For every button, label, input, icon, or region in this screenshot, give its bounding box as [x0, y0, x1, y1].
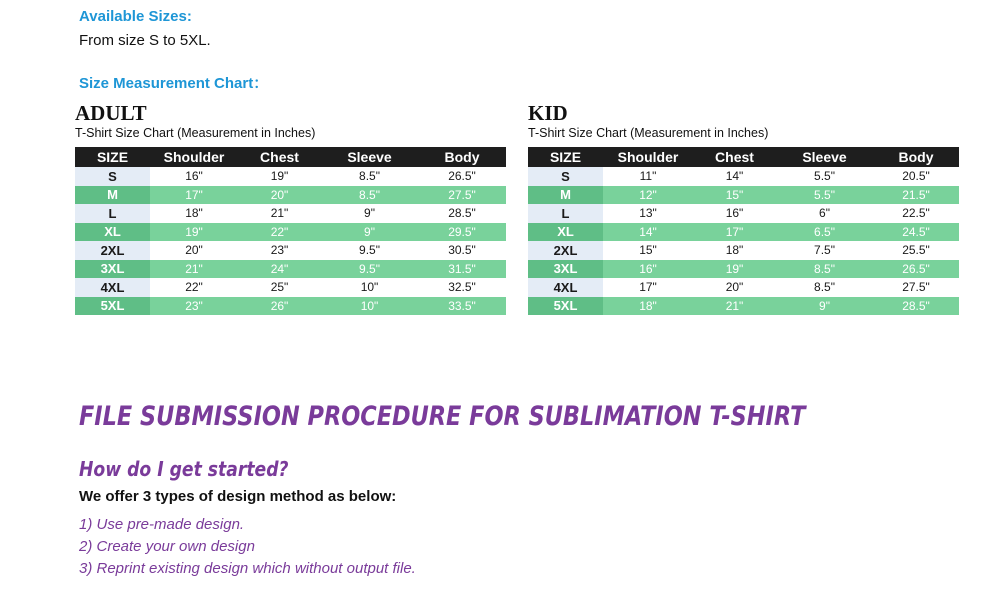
column-header-chest: Chest	[238, 147, 321, 167]
size-cell: S	[75, 167, 150, 186]
measurement-cell: 18"	[603, 297, 693, 316]
size-cell: M	[528, 186, 603, 205]
measurement-cell: 10"	[321, 278, 418, 297]
measurement-cell: 19"	[238, 167, 321, 186]
measurement-cell: 22"	[150, 278, 238, 297]
table-row	[75, 297, 506, 316]
method-item: 2) Create your own design	[79, 538, 255, 555]
design-method-list	[79, 514, 416, 580]
kid-chart-subtitle: T-Shirt Size Chart (Measurement in Inches)	[528, 126, 769, 140]
measurement-cell: 24.5"	[873, 223, 959, 242]
measurement-cell: 6.5"	[776, 223, 873, 242]
size-cell: 4XL	[528, 278, 603, 297]
available-sizes-text: From size S to 5XL.	[79, 32, 211, 49]
size-cell: M	[75, 186, 150, 205]
measurement-cell: 20"	[150, 241, 238, 260]
adult-size-table	[75, 147, 506, 315]
size-cell: L	[75, 204, 150, 223]
measurement-cell: 25.5"	[873, 241, 959, 260]
table-row	[75, 278, 506, 297]
table-row	[528, 297, 959, 316]
measurement-cell: 19"	[150, 223, 238, 242]
measurement-cell: 9.5"	[321, 241, 418, 260]
measurement-cell: 29.5"	[418, 223, 506, 242]
column-header-sleeve: Sleeve	[321, 147, 418, 167]
measurement-cell: 14"	[603, 223, 693, 242]
table-row	[75, 241, 506, 260]
measurement-cell: 26.5"	[418, 167, 506, 186]
size-cell: 5XL	[528, 297, 603, 316]
measurement-cell: 17"	[150, 186, 238, 205]
column-header-body: Body	[873, 147, 959, 167]
kid-size-chart	[528, 102, 959, 315]
measurement-cell: 20"	[693, 278, 776, 297]
measurement-cell: 17"	[603, 278, 693, 297]
column-header-sleeve: Sleeve	[776, 147, 873, 167]
column-header-chest: Chest	[693, 147, 776, 167]
measurement-cell: 30.5"	[418, 241, 506, 260]
measurement-cell: 8.5"	[776, 278, 873, 297]
measurement-cell: 21"	[238, 204, 321, 223]
measurement-cell: 19"	[693, 260, 776, 279]
column-header-shoulder: Shoulder	[603, 147, 693, 167]
measurement-cell: 22"	[238, 223, 321, 242]
measurement-cell: 20"	[238, 186, 321, 205]
procedure-title: FILE SUBMISSION PROCEDURE FOR SUBLIMATION T-SHIRT	[79, 401, 806, 432]
measurement-cell: 28.5"	[418, 204, 506, 223]
measurement-cell: 31.5"	[418, 260, 506, 279]
kid-chart-title: KID	[528, 101, 568, 125]
measurement-cell: 18"	[150, 204, 238, 223]
table-row	[528, 186, 959, 205]
measurement-cell: 9"	[321, 223, 418, 242]
measurement-cell: 33.5"	[418, 297, 506, 316]
column-header-shoulder: Shoulder	[150, 147, 238, 167]
column-header-size: SIZE	[75, 147, 150, 167]
size-cell: 3XL	[75, 260, 150, 279]
measurement-cell: 32.5"	[418, 278, 506, 297]
size-cell: S	[528, 167, 603, 186]
measurement-cell: 13"	[603, 204, 693, 223]
table-row	[528, 167, 959, 186]
table-row	[75, 167, 506, 186]
measurement-cell: 16"	[150, 167, 238, 186]
measurement-cell: 5.5"	[776, 167, 873, 186]
adult-chart-subtitle: T-Shirt Size Chart (Measurement in Inches)	[75, 126, 316, 140]
measurement-cell: 16"	[693, 204, 776, 223]
measurement-cell: 11"	[603, 167, 693, 186]
measurement-cell: 22.5"	[873, 204, 959, 223]
measurement-cell: 21.5"	[873, 186, 959, 205]
measurement-cell: 26"	[238, 297, 321, 316]
table-row	[528, 241, 959, 260]
table-row	[75, 204, 506, 223]
procedure-question: How do I get started?	[79, 457, 289, 481]
adult-chart-title: ADULT	[75, 101, 147, 125]
measurement-cell: 9"	[321, 204, 418, 223]
size-cell: 2XL	[528, 241, 603, 260]
method-item: 1) Use pre-made design.	[79, 516, 245, 533]
measurement-cell: 26.5"	[873, 260, 959, 279]
size-cell: 2XL	[75, 241, 150, 260]
table-row	[75, 186, 506, 205]
measurement-cell: 7.5"	[776, 241, 873, 260]
size-cell: 4XL	[75, 278, 150, 297]
table-row	[75, 260, 506, 279]
measurement-cell: 27.5"	[418, 186, 506, 205]
kid-size-table	[528, 147, 959, 315]
measurement-cell: 9"	[776, 297, 873, 316]
available-sizes-heading: Available Sizes:	[79, 8, 192, 25]
measurement-cell: 8.5"	[776, 260, 873, 279]
size-cell: XL	[75, 223, 150, 242]
table-row	[75, 223, 506, 242]
measurement-cell: 14"	[693, 167, 776, 186]
measurement-cell: 20.5"	[873, 167, 959, 186]
measurement-cell: 21"	[693, 297, 776, 316]
size-cell: L	[528, 204, 603, 223]
procedure-intro: We offer 3 types of design method as below:	[79, 488, 397, 505]
measurement-cell: 9.5"	[321, 260, 418, 279]
measurement-cell: 5.5"	[776, 186, 873, 205]
measurement-cell: 10"	[321, 297, 418, 316]
size-cell: XL	[528, 223, 603, 242]
measurement-cell: 8.5"	[321, 186, 418, 205]
measurement-cell: 27.5"	[873, 278, 959, 297]
table-header-row	[75, 147, 506, 167]
measurement-cell: 21"	[150, 260, 238, 279]
measurement-cell: 16"	[603, 260, 693, 279]
table-row	[528, 260, 959, 279]
measurement-cell: 15"	[693, 186, 776, 205]
measurement-cell: 23"	[150, 297, 238, 316]
measurement-cell: 18"	[693, 241, 776, 260]
table-row	[528, 278, 959, 297]
size-cell: 5XL	[75, 297, 150, 316]
measurement-cell: 23"	[238, 241, 321, 260]
measurement-cell: 24"	[238, 260, 321, 279]
size-cell: 3XL	[528, 260, 603, 279]
table-header-row	[528, 147, 959, 167]
column-header-body: Body	[418, 147, 506, 167]
measurement-cell: 8.5"	[321, 167, 418, 186]
measurement-cell: 17"	[693, 223, 776, 242]
measurement-cell: 6"	[776, 204, 873, 223]
method-item: 3) Reprint existing design which without output file.	[79, 560, 416, 577]
size-chart-heading: Size Measurement Chart：	[79, 75, 269, 92]
adult-size-chart	[75, 102, 506, 315]
measurement-cell: 25"	[238, 278, 321, 297]
measurement-cell: 28.5"	[873, 297, 959, 316]
measurement-cell: 12"	[603, 186, 693, 205]
column-header-size: SIZE	[528, 147, 603, 167]
table-row	[528, 223, 959, 242]
table-row	[528, 204, 959, 223]
measurement-cell: 15"	[603, 241, 693, 260]
